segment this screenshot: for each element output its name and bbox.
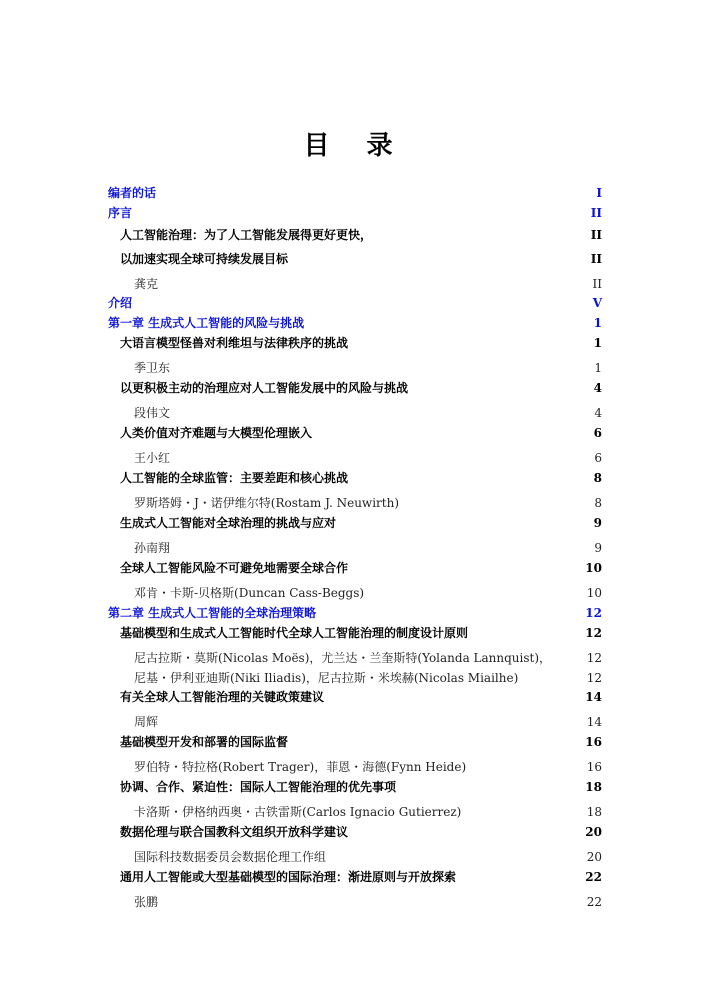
toc-entry-article[interactable] [0,625,710,641]
toc-entry-author[interactable] [0,650,710,666]
toc-page-number: II [590,206,602,220]
toc-entry-section[interactable] [0,185,710,201]
toc-page-number: 8 [593,471,602,485]
toc-entry-label: 以更积极主动的治理应对人工智能发展中的风险与挑战 [120,381,409,395]
toc-page-number: 1 [594,361,602,375]
toc-entry-label: 尼古拉斯・莫斯(Nicolas Moës)，尤兰达・兰奎斯特(Yolanda Lannquist)， [134,651,552,665]
toc-page-number: 14 [586,715,602,729]
toc-page-number: 10 [586,586,602,600]
toc-entry-label: 介绍 [108,296,133,310]
toc-entry-label: 邓肯・卡斯-贝格斯(Duncan Cass-Beggs) [134,586,365,600]
toc-entry-article[interactable] [0,470,710,486]
toc-page-number: V [592,296,602,310]
toc-page-number: 4 [593,381,602,395]
toc-page-number: 18 [586,805,602,819]
toc-entry-label: 段伟文 [134,406,171,420]
toc-page-number: 9 [594,541,602,555]
toc-page-number: II [590,228,602,242]
toc-entry-article[interactable] [0,779,710,795]
toc-entry-label: 编者的话 [108,186,157,200]
toc-page-number: 8 [594,496,602,510]
toc-entry-author[interactable] [0,276,710,292]
toc-entry-label: 基础模型开发和部署的国际监督 [120,735,289,749]
toc-entry-author[interactable] [0,360,710,376]
toc-entry-label: 基础模型和生成式人工智能时代全球人工智能治理的制度设计原则 [120,626,469,640]
toc-entry-article[interactable] [0,425,710,441]
toc-page-number: 22 [586,895,602,909]
toc-entry-label: 数据伦理与联合国教科文组织开放科学建议 [120,825,349,839]
toc-entry-label: 罗伯特・特拉格(Robert Trager)，菲恩・海德(Fynn Heide) [134,760,467,774]
toc-entry-article[interactable] [0,824,710,840]
toc-entry-label: 尼基・伊利亚迪斯(Niki Iliadis)，尼古拉斯・米埃赫(Nicolas Miailhe) [134,671,519,685]
toc-entry-label: 以加速实现全球可持续发展目标 [120,252,289,266]
toc-entry-label: 序言 [108,206,133,220]
toc-entry-author[interactable] [0,450,710,466]
toc-page-number: 12 [586,651,602,665]
toc-entry-author[interactable] [0,585,710,601]
toc-page-number: 10 [585,561,602,575]
toc-entry-label: 全球人工智能风险不可避免地需要全球合作 [120,561,349,575]
toc-page-number: 16 [586,760,602,774]
toc-page-number: 4 [594,406,602,420]
toc-page-number: 6 [593,426,602,440]
toc-entry-label: 罗斯塔姆・J・诺伊维尔特(Rostam J. Neuwirth) [134,496,399,510]
toc-entry-author[interactable] [0,894,710,910]
toc-entry-label: 人工智能治理：为了人工智能发展得更好更快， [120,228,373,242]
toc-page-number: 9 [593,516,602,530]
toc-entry-article[interactable] [0,227,710,243]
toc-entry-article[interactable] [0,515,710,531]
toc-entry-label: 第二章 生成式人工智能的全球治理策略 [108,606,317,620]
toc-page-number: 6 [594,451,602,465]
toc-entry-label: 龚克 [134,277,159,291]
toc-entry-author[interactable] [0,670,710,686]
toc-entry-label: 大语言模型怪兽对利维坦与法律秩序的挑战 [120,336,349,350]
toc-entry-section[interactable] [0,205,710,221]
toc-entry-author[interactable] [0,540,710,556]
toc-entry-article[interactable] [0,380,710,396]
page-title: 目 录 [303,131,407,161]
toc-entry-label: 人工智能的全球监管：主要差距和核心挑战 [120,471,349,485]
toc-page-number: I [596,186,602,200]
toc-entry-label: 国际科技数据委员会数据伦理工作组 [134,850,327,864]
toc-entry-label: 协调、合作、紧迫性：国际人工智能治理的优先事项 [120,780,397,794]
toc-entry-author[interactable] [0,849,710,865]
toc-page-number: 12 [586,671,602,685]
toc-entry-article[interactable] [0,869,710,885]
toc-entry-article[interactable] [0,335,710,351]
toc-entry-article[interactable] [0,689,710,705]
toc-page-number: 1 [593,336,602,350]
toc-page-number: 16 [585,735,602,749]
toc-page-number: II [592,277,602,291]
toc-entry-section[interactable] [0,295,710,311]
toc-entry-label: 卡洛斯・伊格纳西奥・古铁雷斯(Carlos Ignacio Gutierrez) [134,805,462,819]
toc-entry-author[interactable] [0,405,710,421]
toc-entry-article[interactable] [0,251,710,267]
toc-entry-author[interactable] [0,759,710,775]
toc-page-number: 12 [585,606,602,620]
toc-entry-label: 有关全球人工智能治理的关键政策建议 [120,690,325,704]
toc-entry-label: 周辉 [134,715,159,729]
toc-page-number: 18 [585,780,602,794]
toc-page-number: 22 [585,870,602,884]
toc-page-number: 1 [593,316,602,330]
toc-entry-label: 孙南翔 [134,541,171,555]
toc-entry-chapter[interactable] [0,605,710,621]
toc-page-number: 20 [586,850,602,864]
toc-entry-chapter[interactable] [0,315,710,331]
toc-entry-label: 季卫东 [134,361,171,375]
toc-entry-author[interactable] [0,714,710,730]
toc-entry-article[interactable] [0,560,710,576]
toc-entry-author[interactable] [0,495,710,511]
toc-entry-label: 第一章 生成式人工智能的风险与挑战 [108,316,305,330]
toc-entry-author[interactable] [0,804,710,820]
toc-page-number: 12 [585,626,602,640]
toc-entry-label: 人类价值对齐难题与大模型伦理嵌入 [120,426,313,440]
toc-page-number: 14 [585,690,602,704]
toc-entry-article[interactable] [0,734,710,750]
toc-page-number: 20 [585,825,602,839]
toc-entry-label: 张鹏 [134,895,159,909]
toc-entry-label: 通用人工智能或大型基础模型的国际治理：渐进原则与开放探索 [120,870,457,884]
toc-entry-label: 生成式人工智能对全球治理的挑战与应对 [120,516,337,530]
toc-entry-label: 王小红 [134,451,171,465]
toc-page-number: II [590,252,602,266]
